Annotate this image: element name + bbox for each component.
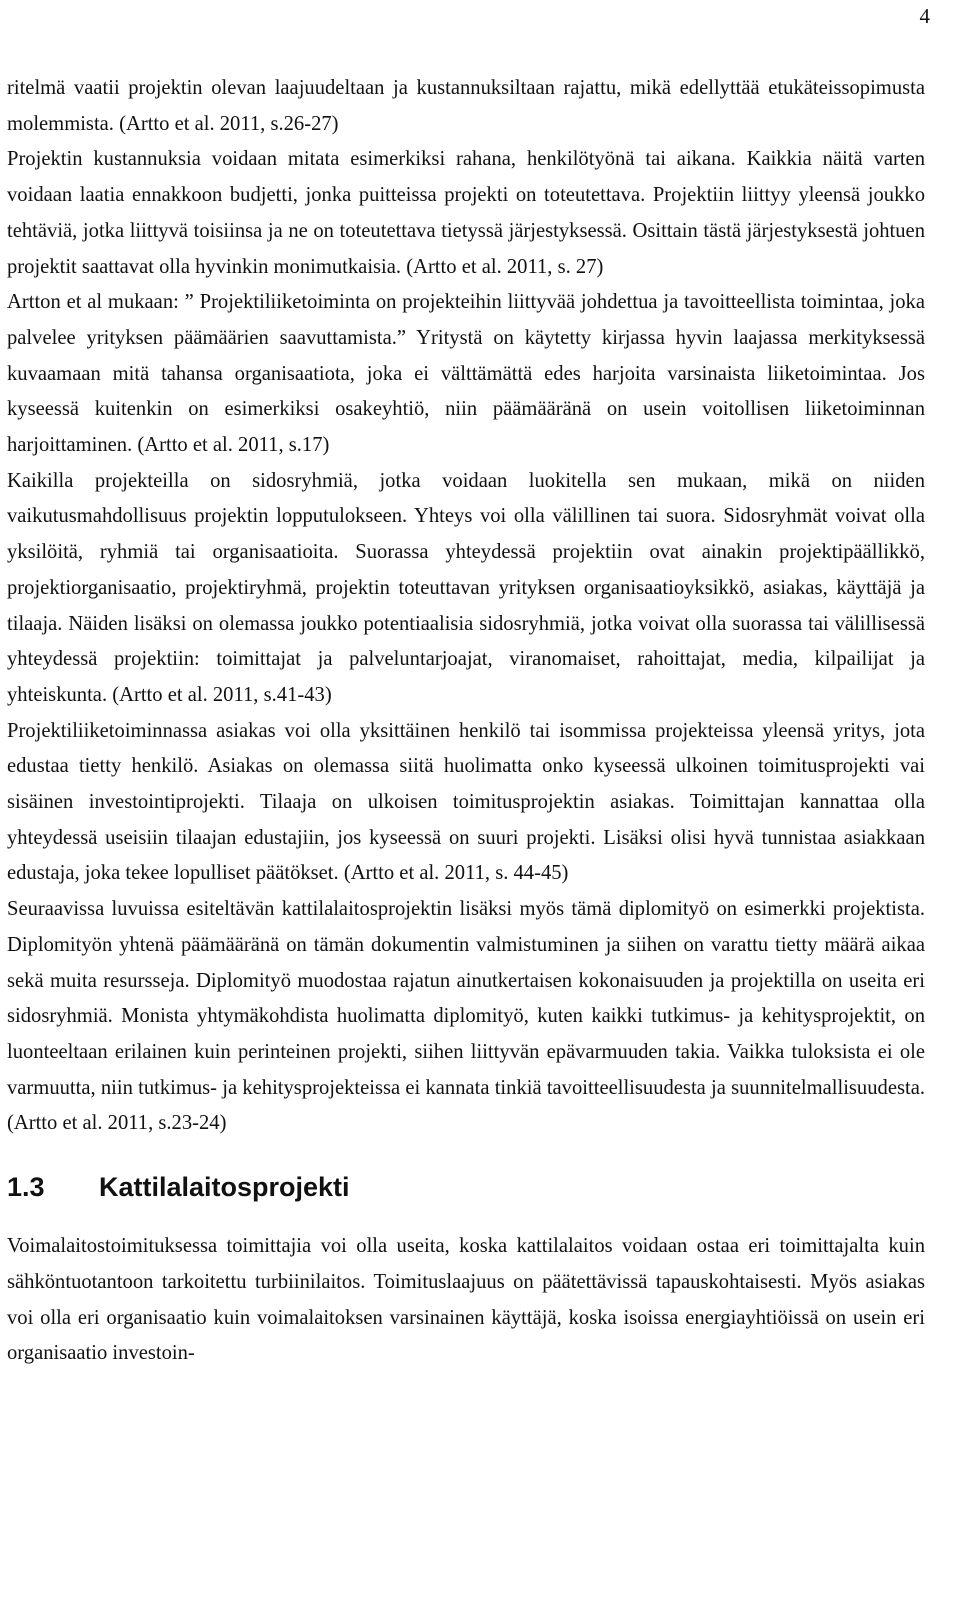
document-body [7, 71, 925, 1372]
paragraph-power-plant-delivery: Voimalaitostoimituksessa toimittajia voi olla useita, koska kattilalaitos voidaan ostaa eri toimittajalta kuin sähköntuotantoon tarkoitettu turbiinilaitos. Toimituslaajuus on päätettävissä tapauskohtaisesti. Myös asiakas voi olla eri organisaatio kuin voimalaitoksen varsinainen käyttäjä, koska isoissa energiayhtiöissä on usein eri organisaatio investoin- [7, 1235, 925, 1365]
paragraph-thesis-as-project: Seuraavissa luvuissa esiteltävän kattilalaitosprojektin lisäksi myös tämä diplomityö on esimerkki projektista. Diplomityön yhtenä päämääränä on tämän dokumentin valmistuminen ja siihen on varattu tietty määrä aikaa sekä muita resursseja. Diplomityö muodostaa rajatun ainutkertaisen kokonaisuuden ja projektilla on useita eri sidosryhmiä. Monista yhtymäkohdista huolimatta diplomityö, kuten kaikki tutkimus- ja kehitysprojektit, on luonteeltaan erilainen kuin perinteinen projekti, siihen liittyvän epävarmuuden takia. Vaikka tuloksista ei ole varmuutta, niin tutkimus- ja kehitysprojekteissa ei kannata tinkiä tavoitteellisuudesta ja suunnitelmallisuudesta. (Artto et al. 2011, s.23-24) [7, 898, 925, 1135]
section-heading [7, 1167, 925, 1207]
section-number: 1.3 [7, 1172, 45, 1203]
paragraph-project-business: Artton et al mukaan: ” Projektiliiketoiminta on projekteihin liittyvää johdettua ja tavoitteellista toimintaa, joka palvelee yrityksen päämäärien saavuttamista.” Yritystä on käytetty kirjassa hyvin laajassa merkityksessä kuvaamaan mitä tahansa organisaatiota, joka ei välttämättä edes harjoita varsinaista liiketoimintaa. Jos kyseessä kuitenkin on esimerkiksi osakeyhtiö, niin päämääränä on usein voitollisen liiketoiminnan harjoittaminen. (Artto et al. 2011, s.17) [7, 291, 925, 457]
paragraph-project-costs: Projektin kustannuksia voidaan mitata esimerkiksi rahana, henkilötyönä tai aikana. Kaikkia näitä varten voidaan laatia ennakkoon budjetti, jonka puitteissa projekti on toteutettava. Projektiin liittyy yleensä joukko tehtäviä, jotka liittyvä toisiinsa ja ne on toteutettava tietyssä järjestyksessä. Osittain tästä järjestyksestä johtuen projektit saattavat olla hyvinkin monimutkaisia. (Artto et al. 2011, s. 27) [7, 148, 925, 278]
paragraph-scope-agreement: ritelmä vaatii projektin olevan laajuudeltaan ja kustannuksiltaan rajattu, mikä edellyttää etukäteissopimusta molemmista. (Artto et al. 2011, s.26-27) [7, 77, 925, 135]
page-number: 4 [919, 4, 930, 28]
paragraph-stakeholders: Kaikilla projekteilla on sidosryhmiä, jotka voidaan luokitella sen mukaan, mikä on niiden vaikutusmahdollisuus projektin lopputulokseen. Yhteys voi olla välillinen tai suora. Sidosryhmät voivat olla yksilöitä, ryhmiä tai organisaatioita. Suorassa yhteydessä projektiin ovat ainakin projektipäällikkö, projektiorganisaatio, projektiryhmä, projektin toteuttavan yrityksen organisaatioyksikkö, asiakas, käyttäjä ja tilaaja. Näiden lisäksi on olemassa joukko potentiaalisia sidosryhmiä, jotka voivat olla suorassa tai välillisessä yhteydessä projektiin: toimittajat ja palveluntarjoajat, viranomaiset, rahoittajat, media, kilpailijat ja yhteiskunta. (Artto et al. 2011, s.41-43) [7, 469, 925, 706]
section-title: Kattilalaitosprojekti [99, 1172, 350, 1203]
paragraph-customer: Projektiliiketoiminnassa asiakas voi olla yksittäinen henkilö tai isommissa projekteissa yleensä yritys, jota edustaa tietty henkilö. Asiakas on olemassa siitä huolimatta onko kyseessä ulkoinen toimitusprojekti vai sisäinen investointiprojekti. Tilaaja on ulkoisen toimitusprojektin asiakas. Toimittajan kannattaa olla yhteydessä useisiin tilaajan edustajiin, jos kyseessä on suuri projekti. Lisäksi olisi hyvä tunnistaa asiakkaan edustaja, joka tekee lopulliset päätökset. (Artto et al. 2011, s. 44-45) [7, 719, 925, 885]
